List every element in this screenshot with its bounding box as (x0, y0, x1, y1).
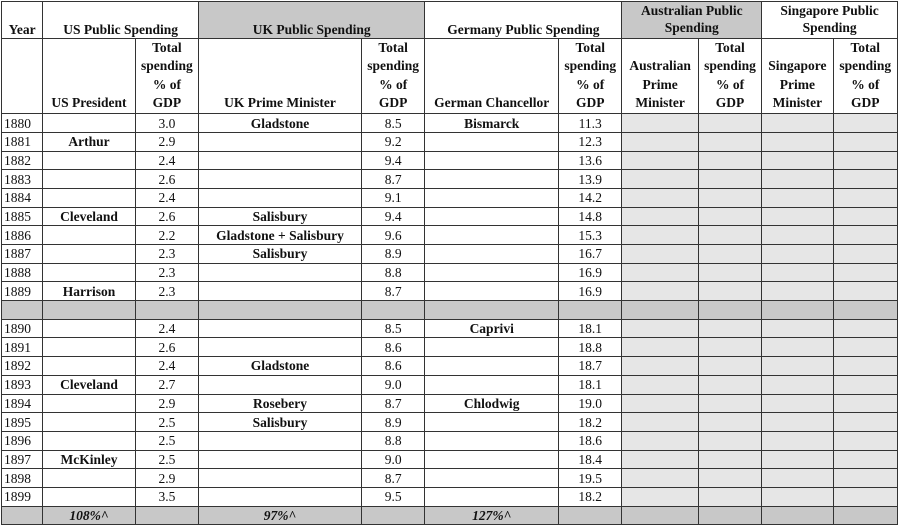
us-spending-cell: 2.5 (135, 450, 198, 469)
australian-pm-cell (622, 263, 698, 282)
australian-pm-cell (622, 394, 698, 413)
australian-pm-cell (622, 114, 698, 133)
uk-pm-cell: Rosebery (199, 394, 362, 413)
australia-spending-cell (698, 357, 761, 376)
year-cell: 1881 (2, 132, 43, 151)
uk-pm-cell (199, 319, 362, 338)
us-president-cell: Arthur (43, 132, 136, 151)
singapore-pm-cell (762, 394, 833, 413)
us-total-header: Total spending % of GDP (135, 39, 198, 114)
singapore-pm-cell (762, 450, 833, 469)
australian-pm-cell (622, 245, 698, 264)
table-row (2, 207, 898, 226)
uk-spending-cell: 8.9 (361, 245, 424, 264)
table-row (2, 413, 898, 432)
german-chancellor-cell: Chlodwig (425, 394, 559, 413)
german-chancellor-cell (425, 375, 559, 394)
germany-spending-cell: 19.0 (559, 394, 622, 413)
year-cell: 1893 (2, 375, 43, 394)
singapore-spending-cell (833, 375, 897, 394)
uk-pm-header: UK Prime Minister (199, 39, 362, 114)
germany-spending-cell: 16.7 (559, 245, 622, 264)
footer-row (2, 506, 898, 525)
australian-pm-cell (622, 319, 698, 338)
singapore-pm-cell (762, 469, 833, 488)
germany-change-total: 127%^ (425, 506, 559, 525)
australia-spending-cell (698, 170, 761, 189)
singapore-pm-cell (762, 151, 833, 170)
germany-spending-cell: 15.3 (559, 226, 622, 245)
german-chancellor-cell (425, 469, 559, 488)
australia-spending-cell (698, 282, 761, 301)
singapore-pm-cell (762, 114, 833, 133)
us-spending-cell: 2.9 (135, 469, 198, 488)
us-spending-cell: 2.4 (135, 319, 198, 338)
us-president-cell (43, 319, 136, 338)
germany-spending-cell: 18.8 (559, 338, 622, 357)
australia-spending-cell (698, 338, 761, 357)
australian-pm-cell (622, 413, 698, 432)
us-president-cell (43, 357, 136, 376)
australia-spending-cell (698, 151, 761, 170)
germany-spending-cell: 18.1 (559, 375, 622, 394)
table-row (2, 114, 898, 133)
australian-pm-cell (622, 357, 698, 376)
uk-pm-cell (199, 170, 362, 189)
australia-spending-header: Australian Public Spending (622, 2, 762, 39)
singapore-spending-cell (833, 431, 897, 450)
us-president-cell (43, 431, 136, 450)
us-spending-cell: 2.4 (135, 357, 198, 376)
german-chancellor-cell: Caprivi (425, 319, 559, 338)
us-spending-cell: 2.6 (135, 338, 198, 357)
singapore-spending-cell (833, 114, 897, 133)
year-cell: 1887 (2, 245, 43, 264)
german-chancellor-cell (425, 207, 559, 226)
us-president-cell (43, 226, 136, 245)
uk-spending-cell: 9.2 (361, 132, 424, 151)
us-president-cell (43, 263, 136, 282)
uk-pm-cell (199, 450, 362, 469)
us-change-total: 108%^ (43, 506, 136, 525)
us-spending-cell: 2.4 (135, 188, 198, 207)
germany-spending-cell: 18.2 (559, 413, 622, 432)
singapore-spending-cell (833, 132, 897, 151)
us-spending-cell: 2.9 (135, 132, 198, 151)
australian-pm-cell (622, 469, 698, 488)
singapore-pm-cell (762, 282, 833, 301)
germany-spending-cell: 14.2 (559, 188, 622, 207)
australia-spending-cell (698, 132, 761, 151)
uk-pm-cell (199, 151, 362, 170)
us-spending-cell: 2.3 (135, 263, 198, 282)
german-chancellor-cell (425, 151, 559, 170)
german-chancellor-cell (425, 263, 559, 282)
german-chancellor-cell (425, 170, 559, 189)
us-president-cell (43, 170, 136, 189)
uk-pm-cell (199, 338, 362, 357)
german-chancellor-cell (425, 357, 559, 376)
us-president-cell: Cleveland (43, 207, 136, 226)
year-cell: 1892 (2, 357, 43, 376)
german-chancellor-cell (425, 132, 559, 151)
us-president-cell (43, 245, 136, 264)
year-cell: 1898 (2, 469, 43, 488)
separator-row (2, 301, 898, 320)
australian-pm-cell (622, 338, 698, 357)
german-chancellor-cell (425, 245, 559, 264)
singapore-pm-cell (762, 207, 833, 226)
us-president-cell (43, 151, 136, 170)
uk-spending-cell: 8.7 (361, 282, 424, 301)
uk-spending-cell: 8.7 (361, 394, 424, 413)
uk-spending-cell: 8.7 (361, 469, 424, 488)
australia-spending-cell (698, 375, 761, 394)
singapore-spending-cell (833, 151, 897, 170)
year-cell: 1889 (2, 282, 43, 301)
uk-spending-cell: 8.7 (361, 170, 424, 189)
year-cell: 1888 (2, 263, 43, 282)
uk-spending-cell: 8.8 (361, 263, 424, 282)
year-cell: 1885 (2, 207, 43, 226)
singapore-spending-cell (833, 394, 897, 413)
germany-spending-cell: 13.6 (559, 151, 622, 170)
uk-spending-cell: 9.1 (361, 188, 424, 207)
us-spending-cell: 2.7 (135, 375, 198, 394)
german-chancellor-cell (425, 450, 559, 469)
year-cell: 1896 (2, 431, 43, 450)
singapore-pm-cell (762, 431, 833, 450)
us-spending-cell: 2.3 (135, 245, 198, 264)
singapore-pm-cell (762, 245, 833, 264)
australia-spending-cell (698, 487, 761, 506)
australia-spending-cell (698, 319, 761, 338)
singapore-spending-cell (833, 282, 897, 301)
us-spending-cell: 2.6 (135, 170, 198, 189)
germany-spending-cell: 18.7 (559, 357, 622, 376)
year-cell: 1899 (2, 487, 43, 506)
singapore-pm-cell (762, 413, 833, 432)
german-chancellor-cell (425, 282, 559, 301)
table-row (2, 450, 898, 469)
us-president-cell: Harrison (43, 282, 136, 301)
singapore-spending-cell (833, 487, 897, 506)
uk-spending-cell: 8.8 (361, 431, 424, 450)
uk-pm-cell (199, 188, 362, 207)
australia-spending-cell (698, 226, 761, 245)
table-row (2, 319, 898, 338)
table-row (2, 375, 898, 394)
australian-pm-cell (622, 226, 698, 245)
singapore-pm-cell (762, 357, 833, 376)
australia-spending-cell (698, 431, 761, 450)
uk-spending-cell: 9.4 (361, 151, 424, 170)
germany-spending-cell: 13.9 (559, 170, 622, 189)
singapore-pm-cell (762, 170, 833, 189)
table-row (2, 282, 898, 301)
german-chancellor-cell (425, 338, 559, 357)
uk-spending-cell: 8.5 (361, 114, 424, 133)
us-spending-cell: 2.4 (135, 151, 198, 170)
uk-pm-cell (199, 375, 362, 394)
us-president-cell (43, 469, 136, 488)
uk-total-header: Total spending % of GDP (361, 39, 424, 114)
us-president-cell (43, 394, 136, 413)
year-cell: 1897 (2, 450, 43, 469)
table-row (2, 431, 898, 450)
us-president-cell (43, 338, 136, 357)
table-row (2, 263, 898, 282)
table-row (2, 245, 898, 264)
singapore-pm-cell (762, 338, 833, 357)
australian-pm-header: Australian Prime Minister (622, 39, 698, 114)
table-row (2, 151, 898, 170)
uk-pm-cell: Gladstone + Salisbury (199, 226, 362, 245)
us-president-cell: McKinley (43, 450, 136, 469)
singapore-spending-header: Singapore Public Spending (762, 2, 898, 39)
singapore-total-header: Total spending % of GDP (833, 39, 897, 114)
germany-spending-cell: 14.8 (559, 207, 622, 226)
australian-pm-cell (622, 375, 698, 394)
year-cell: 1891 (2, 338, 43, 357)
australia-spending-cell (698, 394, 761, 413)
german-chancellor-cell (425, 188, 559, 207)
table-row (2, 170, 898, 189)
singapore-pm-header: Singapore Prime Minister (762, 39, 833, 114)
table-row (2, 357, 898, 376)
german-chancellor-cell: Bismarck (425, 114, 559, 133)
singapore-pm-cell (762, 375, 833, 394)
germany-spending-cell: 12.3 (559, 132, 622, 151)
australian-pm-cell (622, 282, 698, 301)
germany-spending-cell: 18.2 (559, 487, 622, 506)
australia-spending-cell (698, 413, 761, 432)
australian-pm-cell (622, 431, 698, 450)
germany-spending-cell: 18.6 (559, 431, 622, 450)
uk-spending-cell: 9.0 (361, 375, 424, 394)
singapore-spending-cell (833, 469, 897, 488)
australia-spending-cell (698, 263, 761, 282)
germany-spending-cell: 11.3 (559, 114, 622, 133)
us-president-cell (43, 188, 136, 207)
uk-spending-cell: 8.6 (361, 357, 424, 376)
year-cell: 1884 (2, 188, 43, 207)
uk-pm-cell: Gladstone (199, 114, 362, 133)
us-spending-cell: 2.3 (135, 282, 198, 301)
singapore-spending-cell (833, 450, 897, 469)
table-row (2, 487, 898, 506)
singapore-pm-cell (762, 132, 833, 151)
germany-spending-cell: 16.9 (559, 263, 622, 282)
australian-pm-cell (622, 132, 698, 151)
table-row (2, 188, 898, 207)
singapore-pm-cell (762, 487, 833, 506)
year-cell: 1880 (2, 114, 43, 133)
us-president-cell (43, 413, 136, 432)
german-chancellor-cell (425, 226, 559, 245)
uk-pm-cell (199, 282, 362, 301)
table-row (2, 469, 898, 488)
german-chancellor-cell (425, 431, 559, 450)
year-subheader-blank (2, 39, 43, 114)
uk-spending-cell: 8.6 (361, 338, 424, 357)
singapore-spending-cell (833, 413, 897, 432)
uk-spending-cell: 9.6 (361, 226, 424, 245)
uk-pm-cell (199, 263, 362, 282)
uk-spending-cell: 8.9 (361, 413, 424, 432)
australian-pm-cell (622, 207, 698, 226)
year-cell: 1894 (2, 394, 43, 413)
table-row (2, 394, 898, 413)
us-president-cell (43, 487, 136, 506)
german-chancellor-cell (425, 413, 559, 432)
australian-pm-cell (622, 151, 698, 170)
uk-pm-cell (199, 431, 362, 450)
germany-spending-header: Germany Public Spending (425, 2, 622, 39)
singapore-spending-cell (833, 357, 897, 376)
us-spending-cell: 2.6 (135, 207, 198, 226)
table-row (2, 132, 898, 151)
germany-spending-cell: 18.1 (559, 319, 622, 338)
uk-spending-cell: 9.5 (361, 487, 424, 506)
table-row (2, 338, 898, 357)
us-spending-cell: 2.5 (135, 413, 198, 432)
uk-spending-header: UK Public Spending (199, 2, 425, 39)
germany-spending-cell: 16.9 (559, 282, 622, 301)
australia-spending-cell (698, 450, 761, 469)
uk-change-total: 97%^ (199, 506, 362, 525)
germany-spending-cell: 18.4 (559, 450, 622, 469)
uk-pm-cell: Salisbury (199, 413, 362, 432)
australia-spending-cell (698, 188, 761, 207)
german-chancellor-cell (425, 487, 559, 506)
table-row (2, 226, 898, 245)
uk-spending-cell: 8.5 (361, 319, 424, 338)
year-cell: 1890 (2, 319, 43, 338)
uk-spending-cell: 9.0 (361, 450, 424, 469)
us-spending-header: US Public Spending (43, 2, 199, 39)
australian-pm-cell (622, 170, 698, 189)
singapore-spending-cell (833, 263, 897, 282)
singapore-spending-cell (833, 245, 897, 264)
uk-spending-cell: 9.4 (361, 207, 424, 226)
australia-spending-cell (698, 207, 761, 226)
uk-pm-cell (199, 487, 362, 506)
singapore-spending-cell (833, 207, 897, 226)
singapore-spending-cell (833, 170, 897, 189)
australia-spending-cell (698, 469, 761, 488)
us-spending-cell: 2.2 (135, 226, 198, 245)
us-spending-cell: 3.0 (135, 114, 198, 133)
us-spending-cell: 2.5 (135, 431, 198, 450)
us-president-header: US President (43, 39, 136, 114)
australian-pm-cell (622, 188, 698, 207)
singapore-pm-cell (762, 188, 833, 207)
us-spending-cell: 3.5 (135, 487, 198, 506)
singapore-pm-cell (762, 226, 833, 245)
us-president-cell (43, 114, 136, 133)
public-spending-table (1, 1, 898, 525)
australia-spending-cell (698, 245, 761, 264)
uk-pm-cell (199, 469, 362, 488)
germany-total-header: Total spending % of GDP (559, 39, 622, 114)
uk-pm-cell (199, 132, 362, 151)
australian-pm-cell (622, 450, 698, 469)
year-header: Year (2, 2, 43, 39)
singapore-spending-cell (833, 188, 897, 207)
year-cell: 1886 (2, 226, 43, 245)
us-president-cell: Cleveland (43, 375, 136, 394)
uk-pm-cell: Salisbury (199, 207, 362, 226)
year-cell: 1882 (2, 151, 43, 170)
singapore-spending-cell (833, 319, 897, 338)
german-chancellor-header: German Chancellor (425, 39, 559, 114)
uk-pm-cell: Salisbury (199, 245, 362, 264)
singapore-spending-cell (833, 338, 897, 357)
uk-pm-cell: Gladstone (199, 357, 362, 376)
singapore-spending-cell (833, 226, 897, 245)
australian-pm-cell (622, 487, 698, 506)
australia-total-header: Total spending % of GDP (698, 39, 761, 114)
singapore-pm-cell (762, 319, 833, 338)
year-cell: 1895 (2, 413, 43, 432)
singapore-pm-cell (762, 263, 833, 282)
germany-spending-cell: 19.5 (559, 469, 622, 488)
us-spending-cell: 2.9 (135, 394, 198, 413)
australia-spending-cell (698, 114, 761, 133)
year-cell: 1883 (2, 170, 43, 189)
